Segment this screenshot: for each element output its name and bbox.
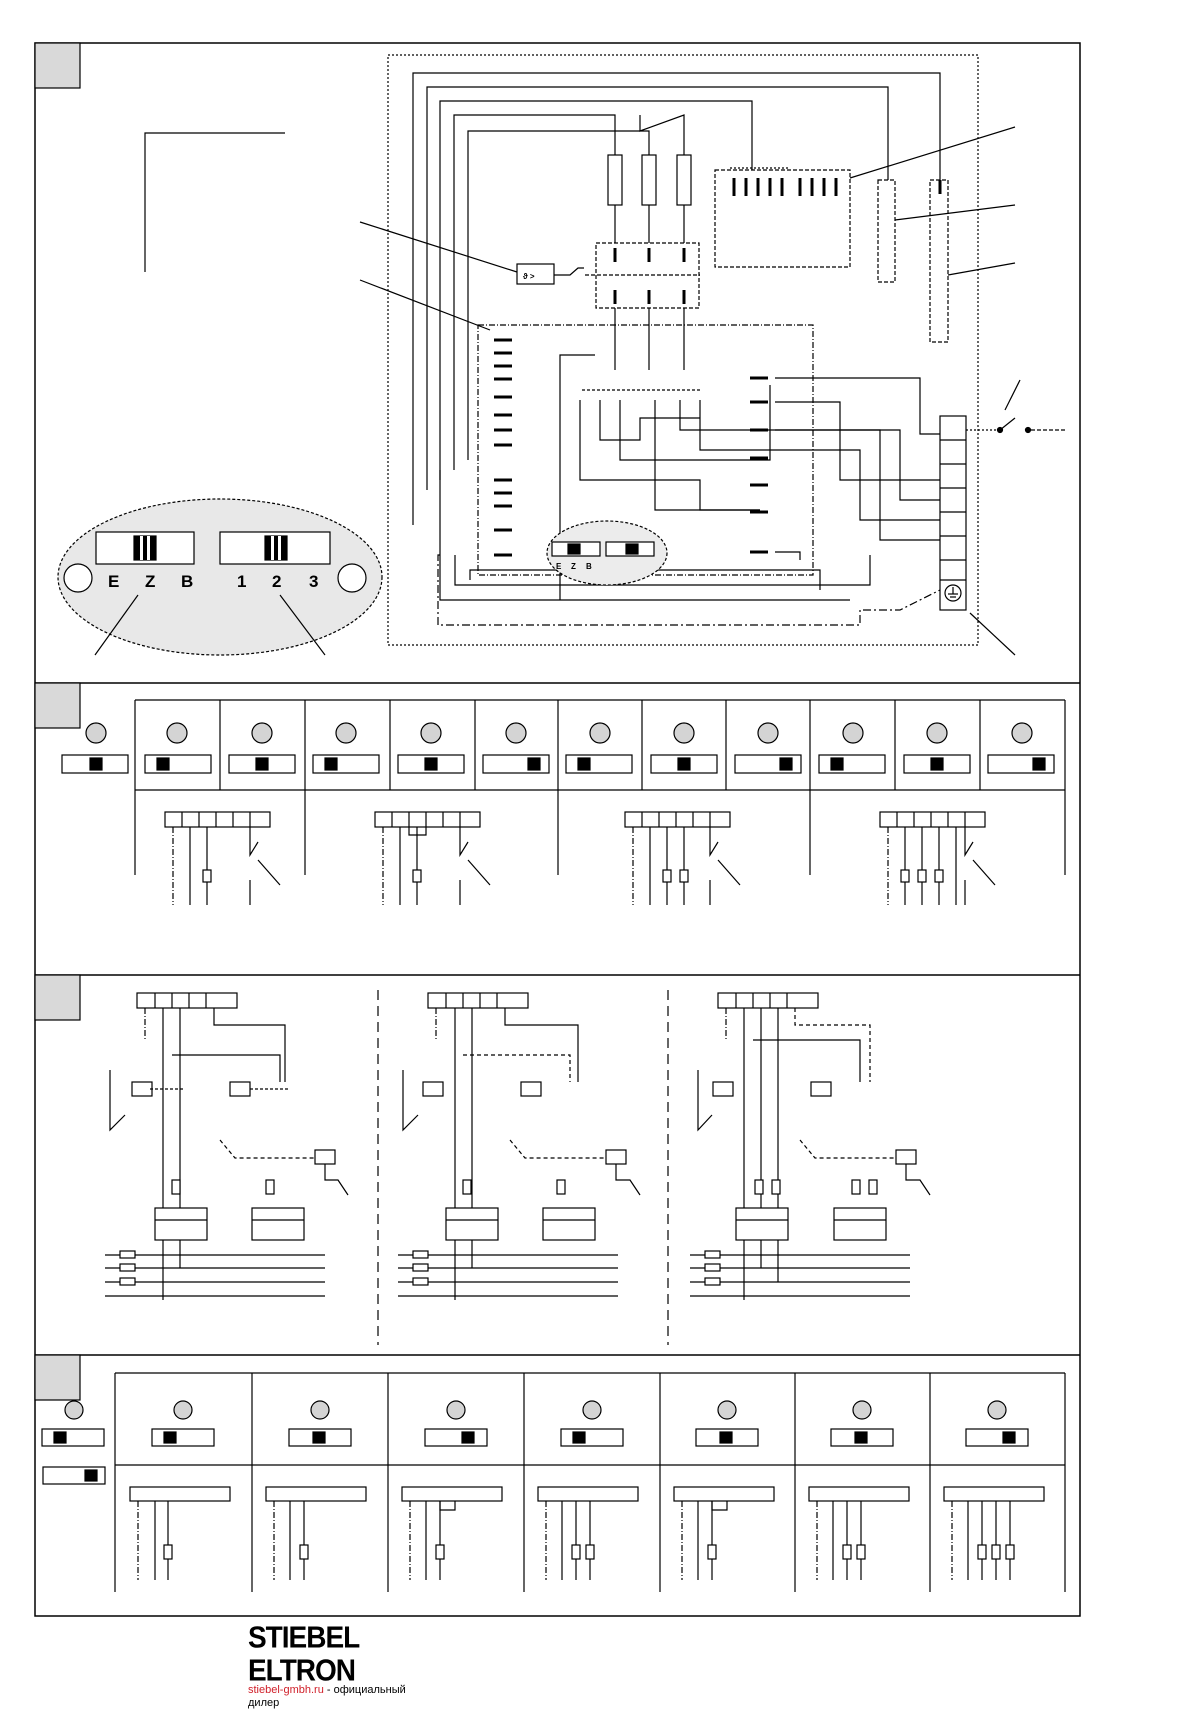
mode-label-z: Z (145, 572, 156, 591)
section-2-switch-table (62, 700, 1065, 905)
brand-logo: STIEBEL ELTRON (248, 1619, 359, 1687)
power-label-3: 3 (309, 572, 319, 591)
circuit-3 (690, 993, 930, 1300)
mini-label-e: E (556, 562, 562, 571)
brand-footer (248, 1619, 433, 1710)
mode-label-b: B (181, 572, 194, 591)
terminal-schematic-a (165, 812, 280, 905)
terminal-schematic-c (625, 812, 740, 905)
mode-label-e: E (108, 572, 120, 591)
terminal-schematic-d (880, 812, 995, 905)
section-tab-2 (35, 683, 80, 728)
mini-label-z: Z (571, 562, 576, 571)
circuit-2 (398, 993, 640, 1300)
svg-text:ϑ >: ϑ > (523, 272, 535, 281)
terminal-strips-row (130, 1487, 1044, 1501)
dealer-website-link[interactable]: stiebel-gmbh.ru (248, 1684, 324, 1696)
earth-ground-icon (945, 585, 961, 601)
contactor-coil-icon (132, 1082, 152, 1096)
power-label-1: 1 (237, 572, 247, 591)
lamp-indicator-icon (64, 564, 92, 592)
dealer-note: - официальный дилер (248, 1684, 406, 1709)
circuit-1 (105, 993, 348, 1300)
section-tab-1 (35, 43, 80, 88)
dealer-line (248, 1684, 433, 1710)
section-tabs (35, 43, 80, 1400)
section-tab-3 (35, 975, 80, 1020)
power-label-2: 2 (272, 572, 282, 591)
mini-label-b: B (586, 562, 592, 571)
terminal-schematic-b (375, 812, 490, 905)
control-panel (58, 499, 382, 655)
section-4-switch-table (42, 1373, 1065, 1592)
fuse-icon (120, 1251, 135, 1258)
main-terminal-block (940, 416, 966, 610)
section-3-circuits (105, 990, 930, 1345)
section-tab-4 (35, 1355, 80, 1400)
